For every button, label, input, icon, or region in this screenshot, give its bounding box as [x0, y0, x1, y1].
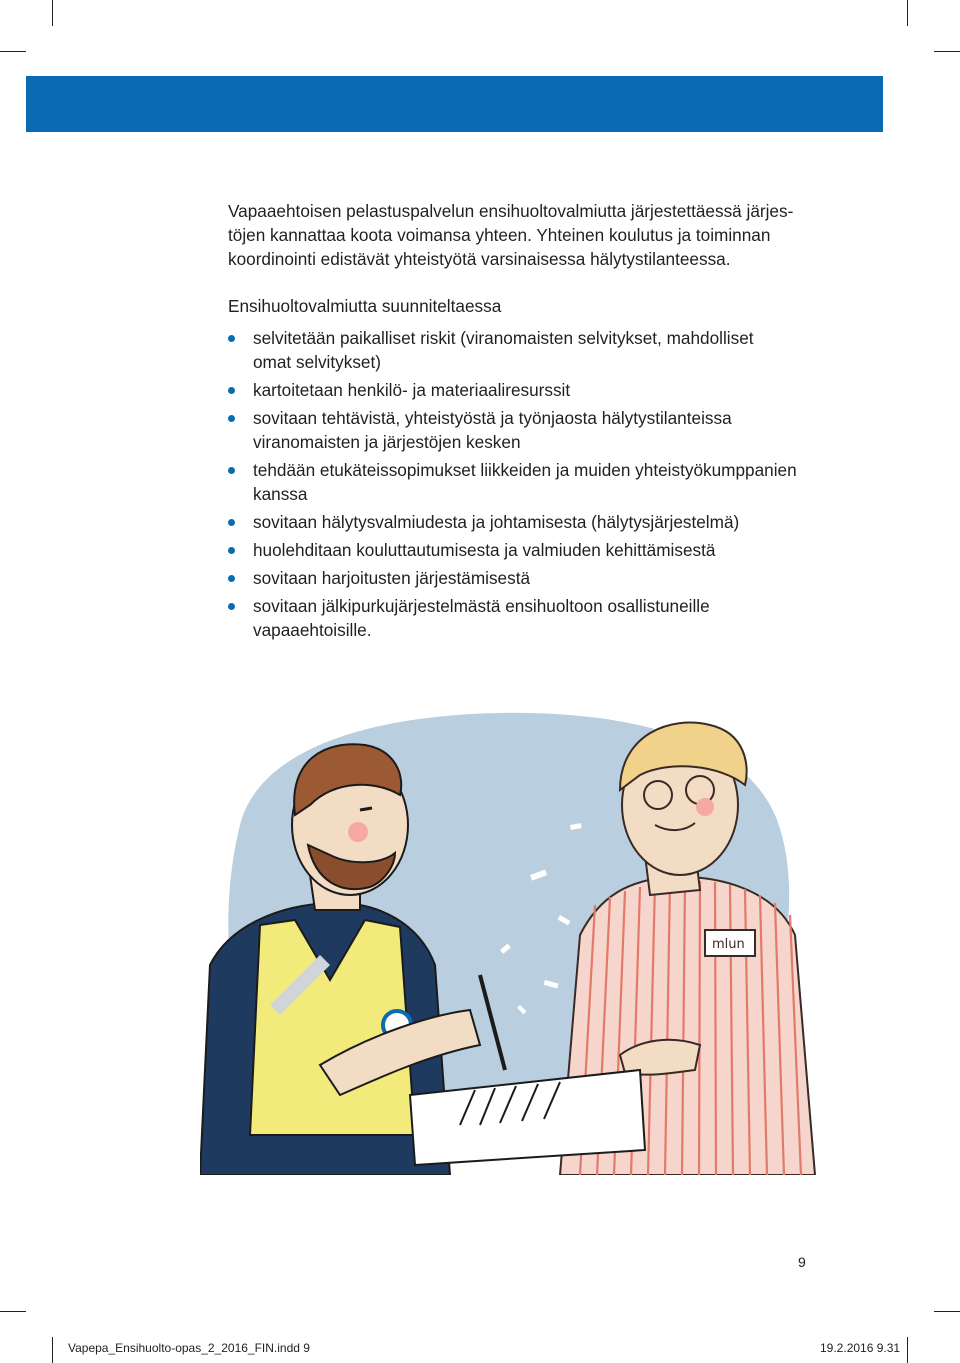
- bullet-dot-icon: [228, 467, 235, 474]
- list-item: selvitetään paikalliset riskit (viranomaisten selvitykset, mahdolliset omat selvitykset): [228, 326, 828, 374]
- list-item: sovitaan hälytysvalmiudesta ja johtamisesta (hälytysjärjestelmä): [228, 510, 828, 534]
- intro-line: koordinointi edistävät yhteistyötä varsinaisessa hälytystilanteessa.: [228, 249, 731, 269]
- crop-mark: [907, 1337, 908, 1363]
- bullet-dot-icon: [228, 519, 235, 526]
- crop-mark: [52, 0, 53, 26]
- bullet-dot-icon: [228, 387, 235, 394]
- intro-paragraph: [228, 199, 818, 271]
- list-item: tehdään etukäteissopimukset liikkeiden ja muiden yhteistyökumppanien kanssa: [228, 458, 828, 506]
- slug-filename: Vapepa_Ensihuolto-opas_2_2016_FIN.indd 9: [68, 1341, 310, 1355]
- bullet-dot-icon: [228, 603, 235, 610]
- list-item: sovitaan harjoitusten järjestämisestä: [228, 566, 828, 590]
- intro-line: töjen kannattaa koota voimansa yhteen. Yhteinen koulutus ja toiminnan: [228, 225, 771, 245]
- two-volunteers-illustration: [200, 705, 820, 1175]
- intro-line: Vapaaehtoisen pelastuspalvelun ensihuoltovalmiutta järjestettäessä järjes-: [228, 201, 794, 221]
- list-item: sovitaan jälkipurkujärjestelmästä ensihuoltoon osallistuneille vapaaehtoisille.: [228, 594, 828, 642]
- bullet-dot-icon: [228, 575, 235, 582]
- header-banner: [26, 76, 883, 132]
- bullet-dot-icon: [228, 547, 235, 554]
- crop-mark: [0, 1311, 26, 1312]
- crop-mark: [934, 1311, 960, 1312]
- page-number: 9: [798, 1254, 806, 1270]
- name-badge-text: mlun: [712, 937, 745, 952]
- crop-mark: [907, 0, 908, 26]
- crop-mark: [0, 51, 26, 52]
- list-item: sovitaan tehtävistä, yhteistyöstä ja työnjaosta hälytystilanteissa viranomaisten ja järjestöjen kesken: [228, 406, 828, 454]
- bullet-dot-icon: [228, 415, 235, 422]
- list-lead: Ensihuoltovalmiutta suunniteltaessa: [228, 296, 502, 316]
- crop-mark: [52, 1337, 53, 1363]
- list-item: huolehditaan kouluttautumisesta ja valmiuden kehittämisestä: [228, 538, 828, 562]
- bullet-list: [228, 326, 828, 646]
- list-item: kartoitetaan henkilö- ja materiaaliresurssit: [228, 378, 828, 402]
- slug-date: 19.2.2016 9.31: [820, 1341, 901, 1355]
- bullet-dot-icon: [228, 335, 235, 342]
- crop-mark: [934, 51, 960, 52]
